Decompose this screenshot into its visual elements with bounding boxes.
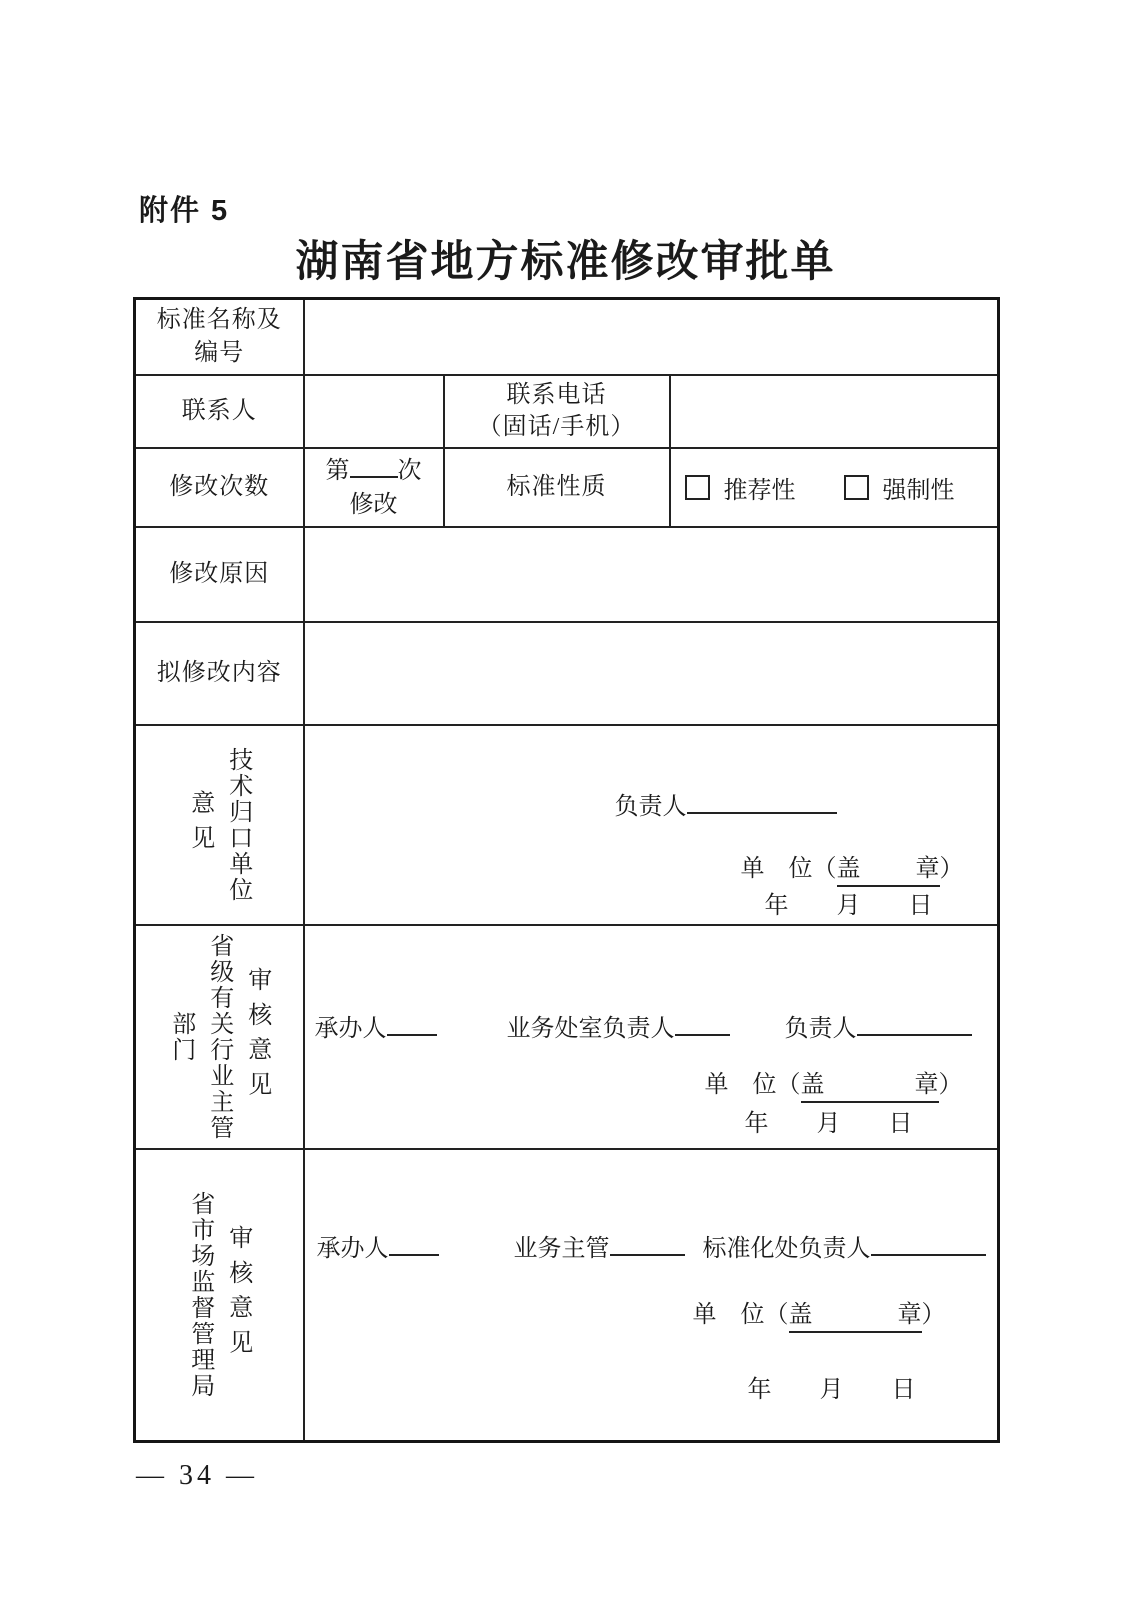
unit-seal-line (693, 1300, 998, 1333)
table-row (135, 299, 999, 375)
seal-right-char: 章 (915, 855, 940, 882)
attachment-label: 附件 5 (139, 195, 230, 227)
technical-unit-opinion-cell[interactable] (304, 725, 999, 925)
modification-reason-label: 修改原因 (135, 527, 304, 622)
unit-label: 单 位（ (704, 1071, 801, 1098)
signature-line (315, 1010, 998, 1044)
modification-count-label: 修改次数 (135, 448, 304, 527)
standard-name-label-line1: 标准名称及 (156, 307, 282, 334)
table-row (135, 448, 999, 527)
technical-unit-opinion-body (305, 788, 998, 921)
standard-name-label (135, 299, 304, 375)
recommended-checkbox[interactable] (685, 475, 710, 500)
standard-name-label-line2: 编号 (194, 339, 245, 366)
provincial-dept-label-col1: 审核意见 (243, 966, 270, 1107)
market-bureau-opinion-label (135, 1149, 304, 1442)
contact-label: 联系人 (135, 375, 304, 448)
seal-right-char: 章 (897, 1301, 922, 1328)
vertical-label (180, 1150, 259, 1439)
responsible-label: 负责人 (614, 793, 687, 820)
standardization-head-label: 标准化处负责人 (702, 1235, 871, 1262)
market-bureau-label-col1: 审核意见 (224, 1225, 251, 1365)
unit-label: 单 位（ (740, 855, 837, 882)
table-row (135, 527, 999, 622)
ordinal-suffix: 次 (397, 457, 422, 484)
nature-options (671, 470, 998, 505)
unit-label: 单 位（ (692, 1301, 789, 1328)
modification-reason-value-cell[interactable] (304, 527, 999, 622)
proposed-content-label: 拟修改内容 (135, 622, 304, 725)
proposed-content-value-cell[interactable] (304, 622, 999, 725)
market-bureau-opinion-cell[interactable] (304, 1149, 999, 1442)
provincial-dept-opinion-label (135, 925, 304, 1149)
market-bureau-opinion-body (305, 1230, 998, 1405)
contact-phone-label-line2: （固话/手机） (477, 414, 636, 440)
seal-field[interactable] (801, 1070, 939, 1103)
page-title: 湖南省地方标准修改审批单 (295, 239, 836, 286)
responsible-label: 负责人 (784, 1015, 857, 1042)
ordinal-blank-field[interactable] (350, 452, 398, 478)
date-line: 年 月 日 (744, 1110, 913, 1137)
business-head-label: 业务主管 (513, 1235, 610, 1262)
modification-ordinal-cell (304, 448, 444, 527)
date-line: 年 月 日 (747, 1376, 916, 1403)
standard-nature-label: 标准性质 (444, 448, 670, 527)
unit-seal-line (741, 854, 998, 887)
table-row (135, 622, 999, 725)
standard-name-value-cell[interactable] (304, 299, 999, 375)
unit-seal-line (705, 1070, 998, 1103)
technical-unit-label-col1: 技术归口单位 (224, 746, 251, 903)
seal-field[interactable] (837, 854, 940, 887)
unit-label-close: ） (938, 1071, 963, 1098)
technical-unit-label-col2: 意见 (186, 789, 213, 860)
contact-phone-label (444, 375, 670, 448)
responsible-blank-field[interactable] (687, 788, 837, 814)
market-bureau-label-col2: 省市场监督管理局 (186, 1190, 213, 1399)
ordinal-line2: 修改 (349, 491, 398, 518)
office-head-blank-field[interactable] (675, 1010, 730, 1036)
provincial-dept-opinion-cell[interactable] (304, 925, 999, 1149)
seal-left-char: 盖 (836, 855, 861, 882)
provincial-dept-opinion-body (305, 1010, 998, 1139)
mandatory-label: 强制性 (882, 477, 955, 504)
provincial-dept-label-col3: 部门 (167, 1010, 194, 1063)
contact-value-cell[interactable] (304, 375, 444, 448)
page-number: — 34 — (136, 1460, 258, 1491)
recommended-label: 推荐性 (723, 477, 796, 504)
undertaker-blank-field[interactable] (387, 1010, 437, 1036)
table-row (135, 1149, 999, 1442)
office-head-label: 业务处室负责人 (506, 1015, 675, 1042)
ordinal-prefix: 第 (325, 457, 350, 484)
seal-right-char: 章 (914, 1071, 939, 1098)
contact-phone-value-cell[interactable] (670, 375, 999, 448)
standardization-head-blank-field[interactable] (871, 1230, 986, 1256)
unit-label-close: ） (939, 855, 964, 882)
contact-phone-label-line1: 联系电话 (506, 381, 607, 408)
business-head-blank-field[interactable] (610, 1230, 685, 1256)
vertical-label (161, 927, 278, 1147)
option-recommended (685, 470, 796, 505)
seal-left-char: 盖 (788, 1301, 813, 1328)
seal-left-char: 盖 (800, 1071, 825, 1098)
signature-line (317, 1230, 998, 1264)
date-line: 年 月 日 (764, 892, 933, 919)
undertaker-label: 承办人 (316, 1235, 389, 1262)
approval-form-table (133, 297, 1000, 1443)
table-row (135, 725, 999, 925)
mandatory-checkbox[interactable] (844, 475, 869, 500)
undertaker-blank-field[interactable] (389, 1230, 439, 1256)
responsible-blank-field[interactable] (857, 1010, 972, 1036)
standard-nature-options-cell (670, 448, 999, 527)
vertical-label (180, 727, 259, 923)
table-row (135, 925, 999, 1149)
technical-unit-opinion-label (135, 725, 304, 925)
undertaker-label: 承办人 (314, 1015, 387, 1042)
seal-field[interactable] (789, 1300, 922, 1333)
provincial-dept-label-col2: 省级有关行业主管 (205, 932, 232, 1141)
option-mandatory (844, 470, 955, 505)
responsible-signature-line (615, 788, 998, 822)
unit-label-close: ） (921, 1301, 946, 1328)
table-row (135, 375, 999, 448)
